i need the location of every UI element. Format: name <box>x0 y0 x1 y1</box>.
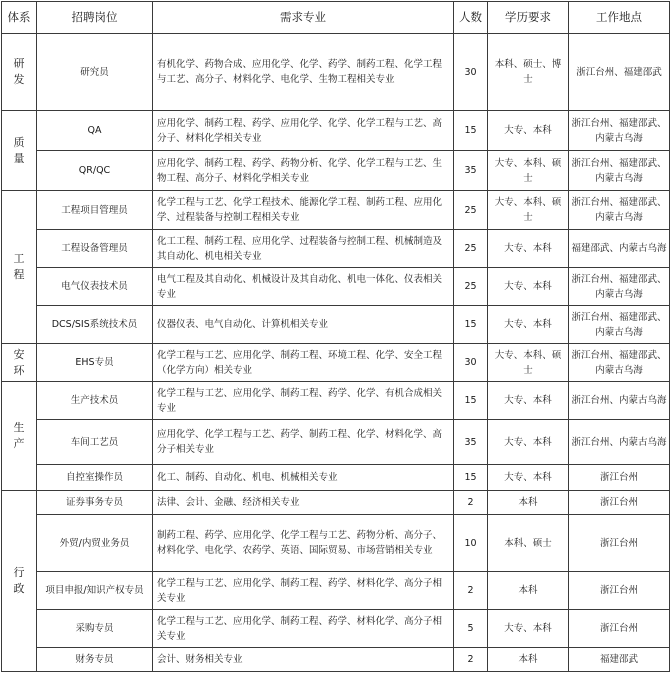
location-cell: 浙江台州、福建邵武、内蒙古乌海 <box>569 111 670 151</box>
table-row <box>2 515 670 572</box>
header-position: 招聘岗位 <box>37 2 153 34</box>
count-cell: 15 <box>454 306 488 344</box>
education-cell: 大专、本科 <box>488 465 569 491</box>
education-cell: 本科 <box>488 491 569 515</box>
education-cell: 本科、硕士、博士 <box>488 34 569 111</box>
header-category: 体系 <box>2 2 37 34</box>
major-cell: 化学工程与工艺、应用化学、制药工程、药学、材料化学、高分子相关专业 <box>153 572 454 610</box>
position-cell: DCS/SIS系统技术员 <box>37 306 153 344</box>
count-cell: 15 <box>454 465 488 491</box>
count-cell: 30 <box>454 344 488 382</box>
location-cell: 浙江台州 <box>569 465 670 491</box>
position-cell: 研究员 <box>37 34 153 111</box>
location-cell: 浙江台州、福建邵武、内蒙古乌海 <box>569 344 670 382</box>
location-cell: 浙江台州、福建邵武、内蒙古乌海 <box>569 306 670 344</box>
education-cell: 大专、本科 <box>488 230 569 268</box>
recruitment-table <box>1 1 670 672</box>
location-cell: 浙江台州 <box>569 610 670 648</box>
position-cell: 项目申报/知识产权专员 <box>37 572 153 610</box>
education-cell: 大专、本科 <box>488 306 569 344</box>
count-cell: 25 <box>454 268 488 306</box>
location-cell: 浙江台州 <box>569 491 670 515</box>
location-cell: 浙江台州、内蒙古乌海 <box>569 420 670 465</box>
major-cell: 化学工程与工艺、应用化学、制药工程、环境工程、化学、安全工程（化学方向）相关专业 <box>153 344 454 382</box>
category-admin: 行 政 <box>2 491 37 672</box>
header-major: 需求专业 <box>153 2 454 34</box>
count-cell: 35 <box>454 151 488 191</box>
location-cell: 浙江台州、内蒙古乌海 <box>569 382 670 420</box>
position-cell: 外贸/内贸业务员 <box>37 515 153 572</box>
major-cell: 化工工程、制药工程、应用化学、过程装备与控制工程、机械制造及其自动化、机电相关专业 <box>153 230 454 268</box>
education-cell: 大专、本科 <box>488 420 569 465</box>
major-cell: 会计、财务相关专业 <box>153 648 454 672</box>
education-cell: 大专、本科 <box>488 382 569 420</box>
position-cell: 工程项目管理员 <box>37 191 153 230</box>
position-cell: QR/QC <box>37 151 153 191</box>
education-cell: 本科 <box>488 648 569 672</box>
education-cell: 大专、本科、硕士 <box>488 191 569 230</box>
table-row <box>2 420 670 465</box>
table-row <box>2 572 670 610</box>
count-cell: 2 <box>454 648 488 672</box>
position-cell: 财务专员 <box>37 648 153 672</box>
location-cell: 浙江台州 <box>569 572 670 610</box>
position-cell: 证券事务专员 <box>37 491 153 515</box>
education-cell: 大专、本科、硕士 <box>488 344 569 382</box>
major-cell: 制药工程、药学、应用化学、化学工程与工艺、药物分析、高分子、材料化学、电化学、农药学、英语、国际贸易、市场营销相关专业 <box>153 515 454 572</box>
header-count: 人数 <box>454 2 488 34</box>
position-cell: QA <box>37 111 153 151</box>
major-cell: 仪器仪表、电气自动化、计算机相关专业 <box>153 306 454 344</box>
position-cell: 工程设备管理员 <box>37 230 153 268</box>
table-row <box>2 382 670 420</box>
location-cell: 浙江台州 <box>569 515 670 572</box>
major-cell: 应用化学、制药工程、药学、药物分析、化学、化学工程与工艺、生物工程、高分子、材料化学相关专业 <box>153 151 454 191</box>
count-cell: 2 <box>454 572 488 610</box>
major-cell: 化学工程与工艺、应用化学、制药工程、药学、化学、有机合成相关专业 <box>153 382 454 420</box>
category-quality: 质 量 <box>2 111 37 191</box>
category-production: 生 产 <box>2 382 37 491</box>
major-cell: 化工、制药、自动化、机电、机械相关专业 <box>153 465 454 491</box>
table-row <box>2 610 670 648</box>
position-cell: EHS专员 <box>37 344 153 382</box>
count-cell: 15 <box>454 111 488 151</box>
table-row <box>2 230 670 268</box>
table-row <box>2 648 670 672</box>
education-cell: 大专、本科 <box>488 111 569 151</box>
location-cell: 福建邵武、内蒙古乌海 <box>569 230 670 268</box>
major-cell: 电气工程及其自动化、机械设计及其自动化、机电一体化、仪表相关专业 <box>153 268 454 306</box>
category-ehs: 安 环 <box>2 344 37 382</box>
education-cell: 本科、硕士 <box>488 515 569 572</box>
major-cell: 应用化学、化学工程与工艺、药学、制药工程、化学、材料化学、高分子相关专业 <box>153 420 454 465</box>
count-cell: 30 <box>454 34 488 111</box>
education-cell: 本科 <box>488 572 569 610</box>
table-row <box>2 306 670 344</box>
position-cell: 电气仪表技术员 <box>37 268 153 306</box>
header-education: 学历要求 <box>488 2 569 34</box>
location-cell: 福建邵武 <box>569 648 670 672</box>
header-row <box>2 2 670 34</box>
count-cell: 25 <box>454 191 488 230</box>
major-cell: 有机化学、药物合成、应用化学、化学、药学、制药工程、化学工程与工艺、高分子、材料化学、电化学、生物工程相关专业 <box>153 34 454 111</box>
position-cell: 车间工艺员 <box>37 420 153 465</box>
count-cell: 10 <box>454 515 488 572</box>
count-cell: 2 <box>454 491 488 515</box>
major-cell: 法律、会计、金融、经济相关专业 <box>153 491 454 515</box>
location-cell: 浙江台州、福建邵武、内蒙古乌海 <box>569 191 670 230</box>
location-cell: 浙江台州、福建邵武、内蒙古乌海 <box>569 151 670 191</box>
count-cell: 25 <box>454 230 488 268</box>
count-cell: 5 <box>454 610 488 648</box>
position-cell: 自控室操作员 <box>37 465 153 491</box>
header-location: 工作地点 <box>569 2 670 34</box>
category-engineering: 工 程 <box>2 191 37 344</box>
major-cell: 化学工程与工艺、化学工程技术、能源化学工程、制药工程、应用化学、过程装备与控制工程相关专业 <box>153 191 454 230</box>
table-row <box>2 191 670 230</box>
count-cell: 15 <box>454 382 488 420</box>
major-cell: 应用化学、制药工程、药学、应用化学、化学、化学工程与工艺、高分子、材料化学相关专业 <box>153 111 454 151</box>
table-row <box>2 268 670 306</box>
education-cell: 大专、本科 <box>488 610 569 648</box>
table-row <box>2 344 670 382</box>
table-row <box>2 34 670 111</box>
education-cell: 大专、本科 <box>488 268 569 306</box>
category-rd: 研 发 <box>2 34 37 111</box>
location-cell: 浙江台州、福建邵武、内蒙古乌海 <box>569 268 670 306</box>
table-row <box>2 111 670 151</box>
count-cell: 35 <box>454 420 488 465</box>
major-cell: 化学工程与工艺、应用化学、制药工程、药学、材料化学、高分子相关专业 <box>153 610 454 648</box>
education-cell: 大专、本科、硕士 <box>488 151 569 191</box>
table-row <box>2 151 670 191</box>
location-cell: 浙江台州、福建邵武 <box>569 34 670 111</box>
table-row <box>2 465 670 491</box>
position-cell: 生产技术员 <box>37 382 153 420</box>
position-cell: 采购专员 <box>37 610 153 648</box>
table-row <box>2 491 670 515</box>
